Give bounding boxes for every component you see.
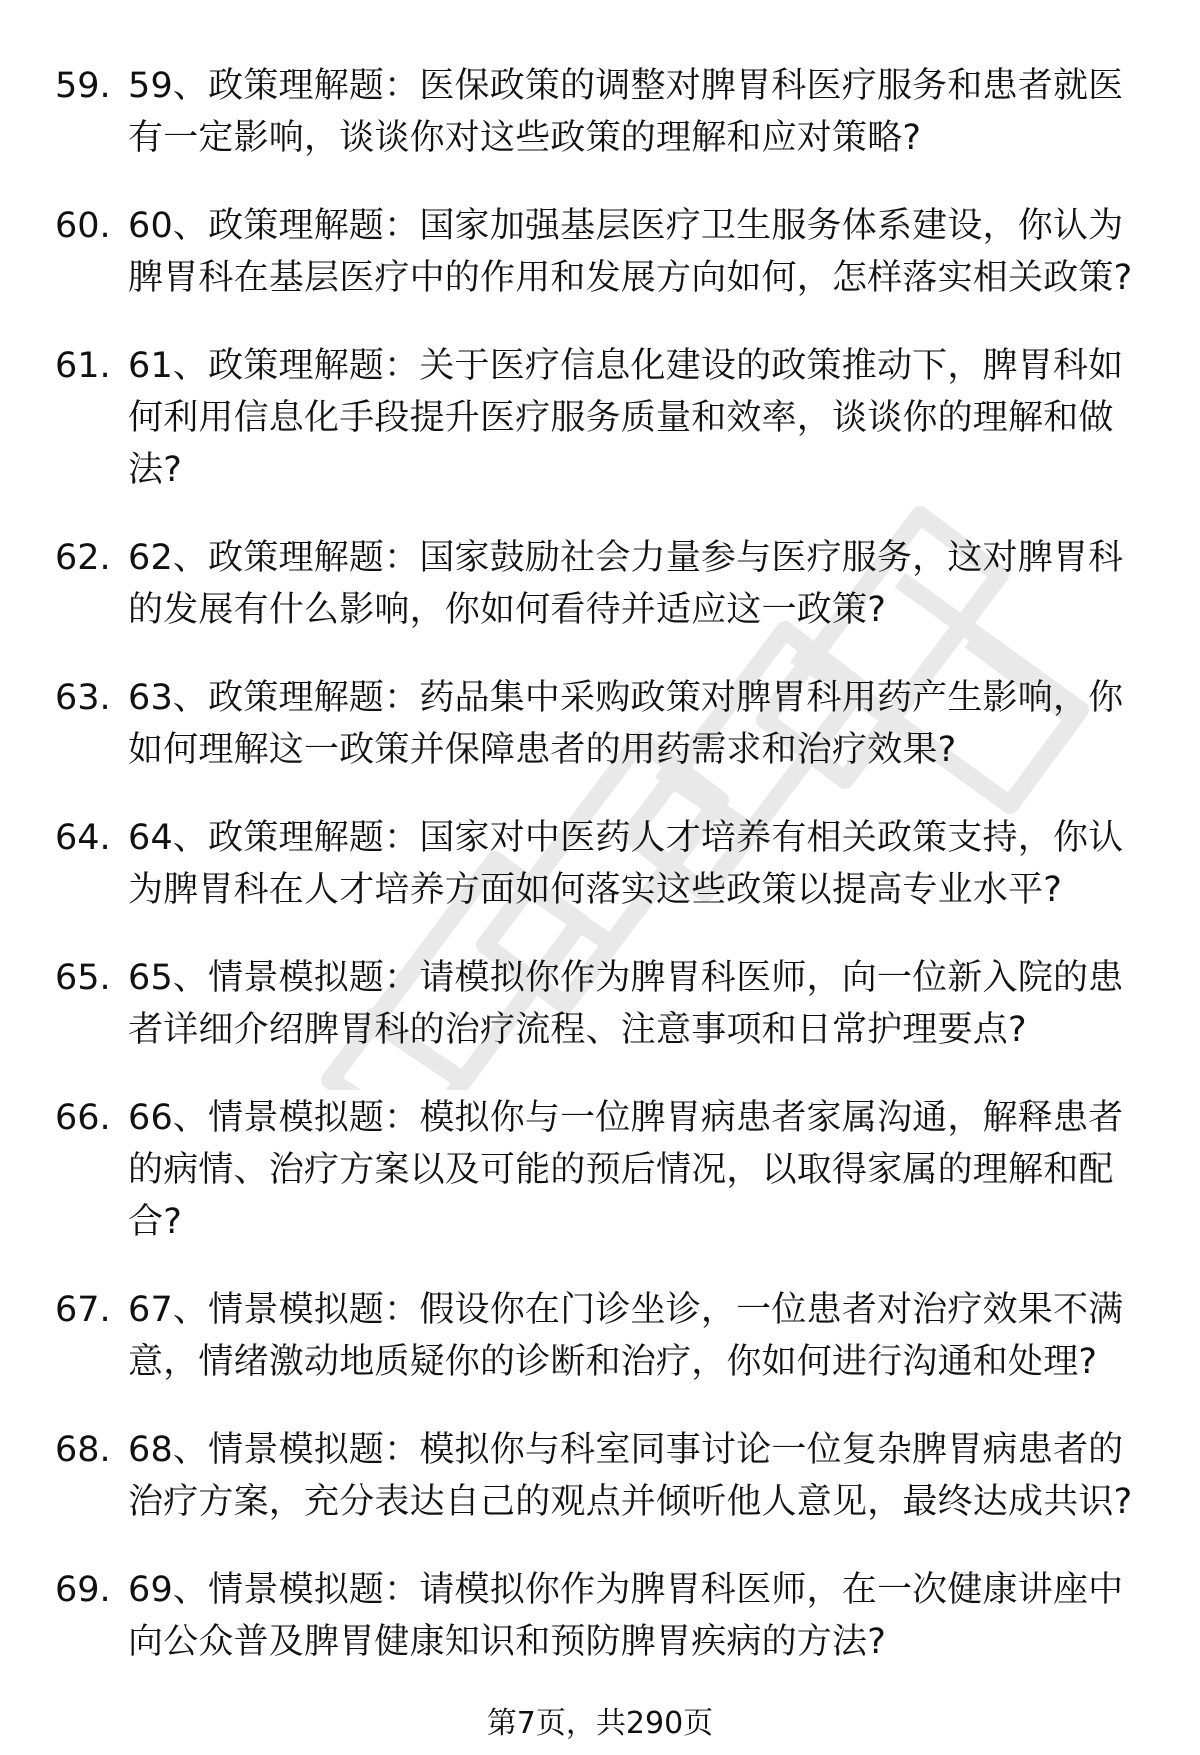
question-item — [55, 1564, 1155, 1668]
question-text: 65、情景模拟题：请模拟你作为脾胃科医师，向一位新入院的患者详细介绍脾胃科的治疗流程、注意事项和日常护理要点? — [128, 958, 1124, 1050]
question-item — [55, 952, 1155, 1056]
question-text: 59、政策理解题：医保政策的调整对脾胃科医疗服务和患者就医有一定影响，谈谈你对这些政策的理解和应对策略? — [128, 66, 1124, 158]
question-text: 64、政策理解题：国家对中医药人才培养有相关政策支持，你认为脾胃科在人才培养方面如何落实这些政策以提高专业水平? — [128, 818, 1124, 910]
question-text: 68、情景模拟题：模拟你与科室同事讨论一位复杂脾胃病患者的治疗方案，充分表达自己的观点并倾听他人意见，最终达成共识? — [128, 1430, 1133, 1522]
question-item — [55, 60, 1155, 164]
question-number: 61. — [55, 346, 111, 386]
question-text: 63、政策理解题：药品集中采购政策对脾胃科用药产生影响，你如何理解这一政策并保障患者的用药需求和治疗效果? — [128, 678, 1124, 770]
question-number: 64. — [55, 818, 111, 858]
question-item — [55, 812, 1155, 916]
question-item — [55, 532, 1155, 636]
question-item — [55, 1284, 1155, 1388]
question-list — [55, 60, 1155, 1704]
question-text: 60、政策理解题：国家加强基层医疗卫生服务体系建设，你认为脾胃科在基层医疗中的作用和发展方向如何，怎样落实相关政策? — [128, 206, 1133, 298]
question-number: 63. — [55, 678, 111, 718]
question-item — [55, 1092, 1155, 1248]
question-item — [55, 340, 1155, 496]
question-text: 61、政策理解题：关于医疗信息化建设的政策推动下，脾胃科如何利用信息化手段提升医疗服务质量和效率，谈谈你的理解和做法? — [128, 346, 1124, 490]
question-number: 62. — [55, 538, 111, 578]
page-number-label: 第7页，共290页 — [486, 1706, 714, 1741]
question-item — [55, 200, 1155, 304]
question-item — [55, 672, 1155, 776]
question-item — [55, 1424, 1155, 1528]
question-number: 68. — [55, 1430, 111, 1470]
question-number: 59. — [55, 66, 111, 106]
question-text: 69、情景模拟题：请模拟你作为脾胃科医师，在一次健康讲座中向公众普及脾胃健康知识和预防脾胃疾病的方法? — [128, 1570, 1124, 1662]
question-number: 60. — [55, 206, 111, 246]
page-footer — [0, 1706, 1200, 1742]
question-number: 65. — [55, 958, 111, 998]
question-number: 66. — [55, 1098, 111, 1138]
question-number: 67. — [55, 1290, 111, 1330]
question-text: 62、政策理解题：国家鼓励社会力量参与医疗服务，这对脾胃科的发展有什么影响，你如何看待并适应这一政策? — [128, 538, 1124, 630]
question-number: 69. — [55, 1570, 111, 1610]
question-text: 66、情景模拟题：模拟你与一位脾胃病患者家属沟通，解释患者的病情、治疗方案以及可能的预后情况，以取得家属的理解和配合? — [128, 1098, 1124, 1242]
question-text: 67、情景模拟题：假设你在门诊坐诊，一位患者对治疗效果不满意，情绪激动地质疑你的诊断和治疗，你如何进行沟通和处理? — [128, 1290, 1124, 1382]
